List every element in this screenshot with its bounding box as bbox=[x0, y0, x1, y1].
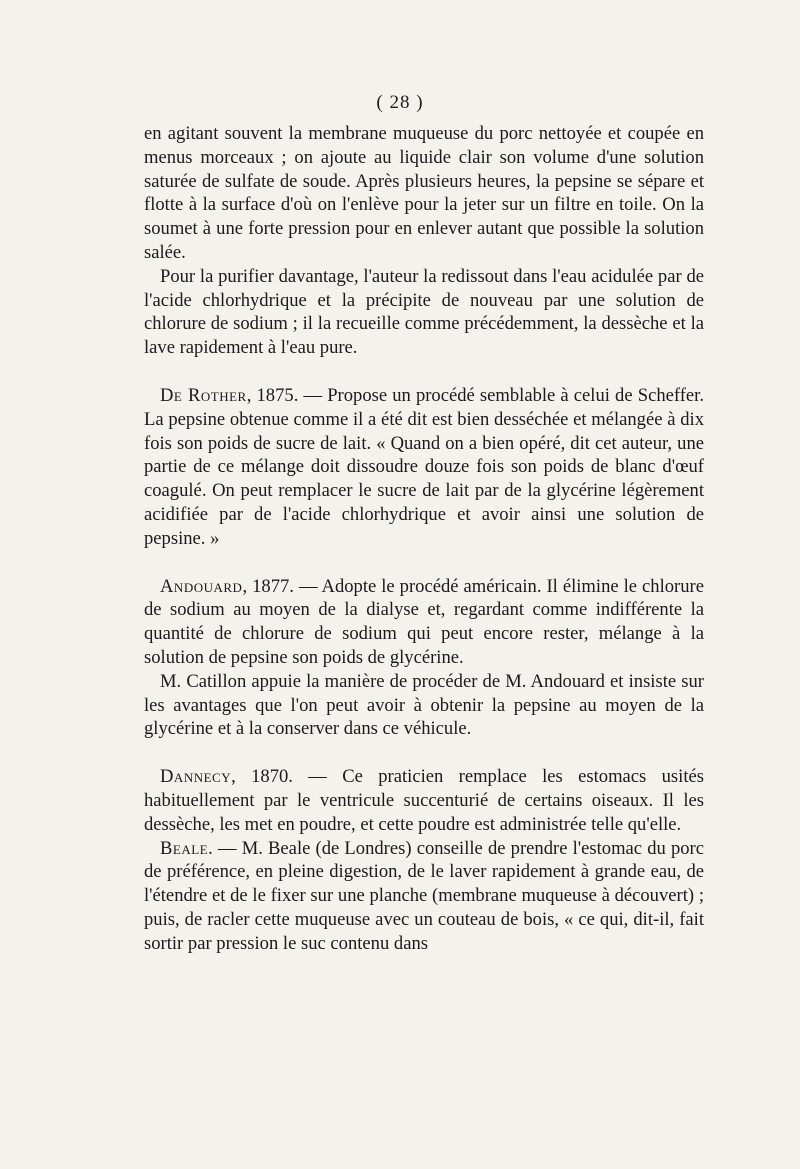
author-name: Dannecy bbox=[160, 766, 232, 788]
author-name: Beale bbox=[160, 837, 209, 859]
paragraph-dannecy bbox=[144, 765, 704, 836]
author-name: De Rother bbox=[160, 384, 247, 406]
body-text bbox=[144, 122, 704, 956]
page-number: ( 28 ) bbox=[376, 92, 424, 113]
paragraph-text: . — M. Beale (de Londres) conseille de prendre l'estomac du porc de préférence, en pleine digestion, de le laver rapidement à grande eau, de l'étendre et de le fixer sur une planche (membrane muqueuse à découvert) ; puis, de racler cette muqueuse avec un couteau de bois, « ce qui, dit-il, fait sortir par pression le suc contenu dans bbox=[144, 837, 704, 954]
paragraph-de-rother bbox=[144, 384, 704, 551]
paragraph-text: , 1877. — Adopte le procédé américain. Il élimine le chlorure de sodium au moyen de la dialyse et, regardant comme indifférente la quantité de chlorure de sodium qui peut encore rester, mélange à la solution de pepsine son poids de glycérine. bbox=[144, 575, 704, 668]
paragraph-continuation: en agitant souvent la membrane muqueuse du porc nettoyée et coupée en menus morceaux ; on ajoute au liquide clair son volume d'une solution saturée de sulfate de soude. Après plusieurs heures, la pepsine se sépare et flotte à la surface d'où on l'enlève pour la jeter sur un filtre en toile. On la soumet à une forte pression pour en enlever autant que possible la solution salée. bbox=[144, 123, 704, 263]
paragraph-andouard bbox=[144, 575, 704, 670]
paragraph-text: , 1870. — Ce praticien remplace les estomacs usités habituellement par le ventricule succenturié de certains oiseaux. Il les dessèche, les met en poudre, et cette poudre est administrée telle qu'elle. bbox=[144, 766, 704, 835]
author-name: Andouard bbox=[160, 575, 243, 597]
paragraph-text: , 1875. — Propose un procédé semblable à celui de Scheffer. La pepsine obtenue comme il a été dit est bien desséchée et mélangée à dix fois son poids de sucre de lait. « Quand on a bien opéré, dit cet auteur, une partie de ce mélange doit dissoudre douze fois son poids de blanc d'œuf coagulé. On peut remplacer le sucre de lait par de la glycérine légèrement acidifiée par de l'acide chlorhydrique et avoir ainsi une solution de pepsine. » bbox=[144, 384, 704, 549]
paragraph-purification: Pour la purifier davantage, l'auteur la redissout dans l'eau acidulée par de l'acide chlorhydrique et la précipite de nouveau par une solution de chlorure de sodium ; il la recueille comme précédemment, la dessèche et la lave rapidement à l'eau pure. bbox=[144, 265, 704, 359]
paragraph-catillon: M. Catillon appuie la manière de procéder de M. Andouard et insiste sur les avantages que l'on peut avoir à obtenir la pepsine au moyen de la glycérine et à la conserver dans ce véhicule. bbox=[144, 670, 704, 740]
paragraph-beale bbox=[144, 837, 704, 956]
